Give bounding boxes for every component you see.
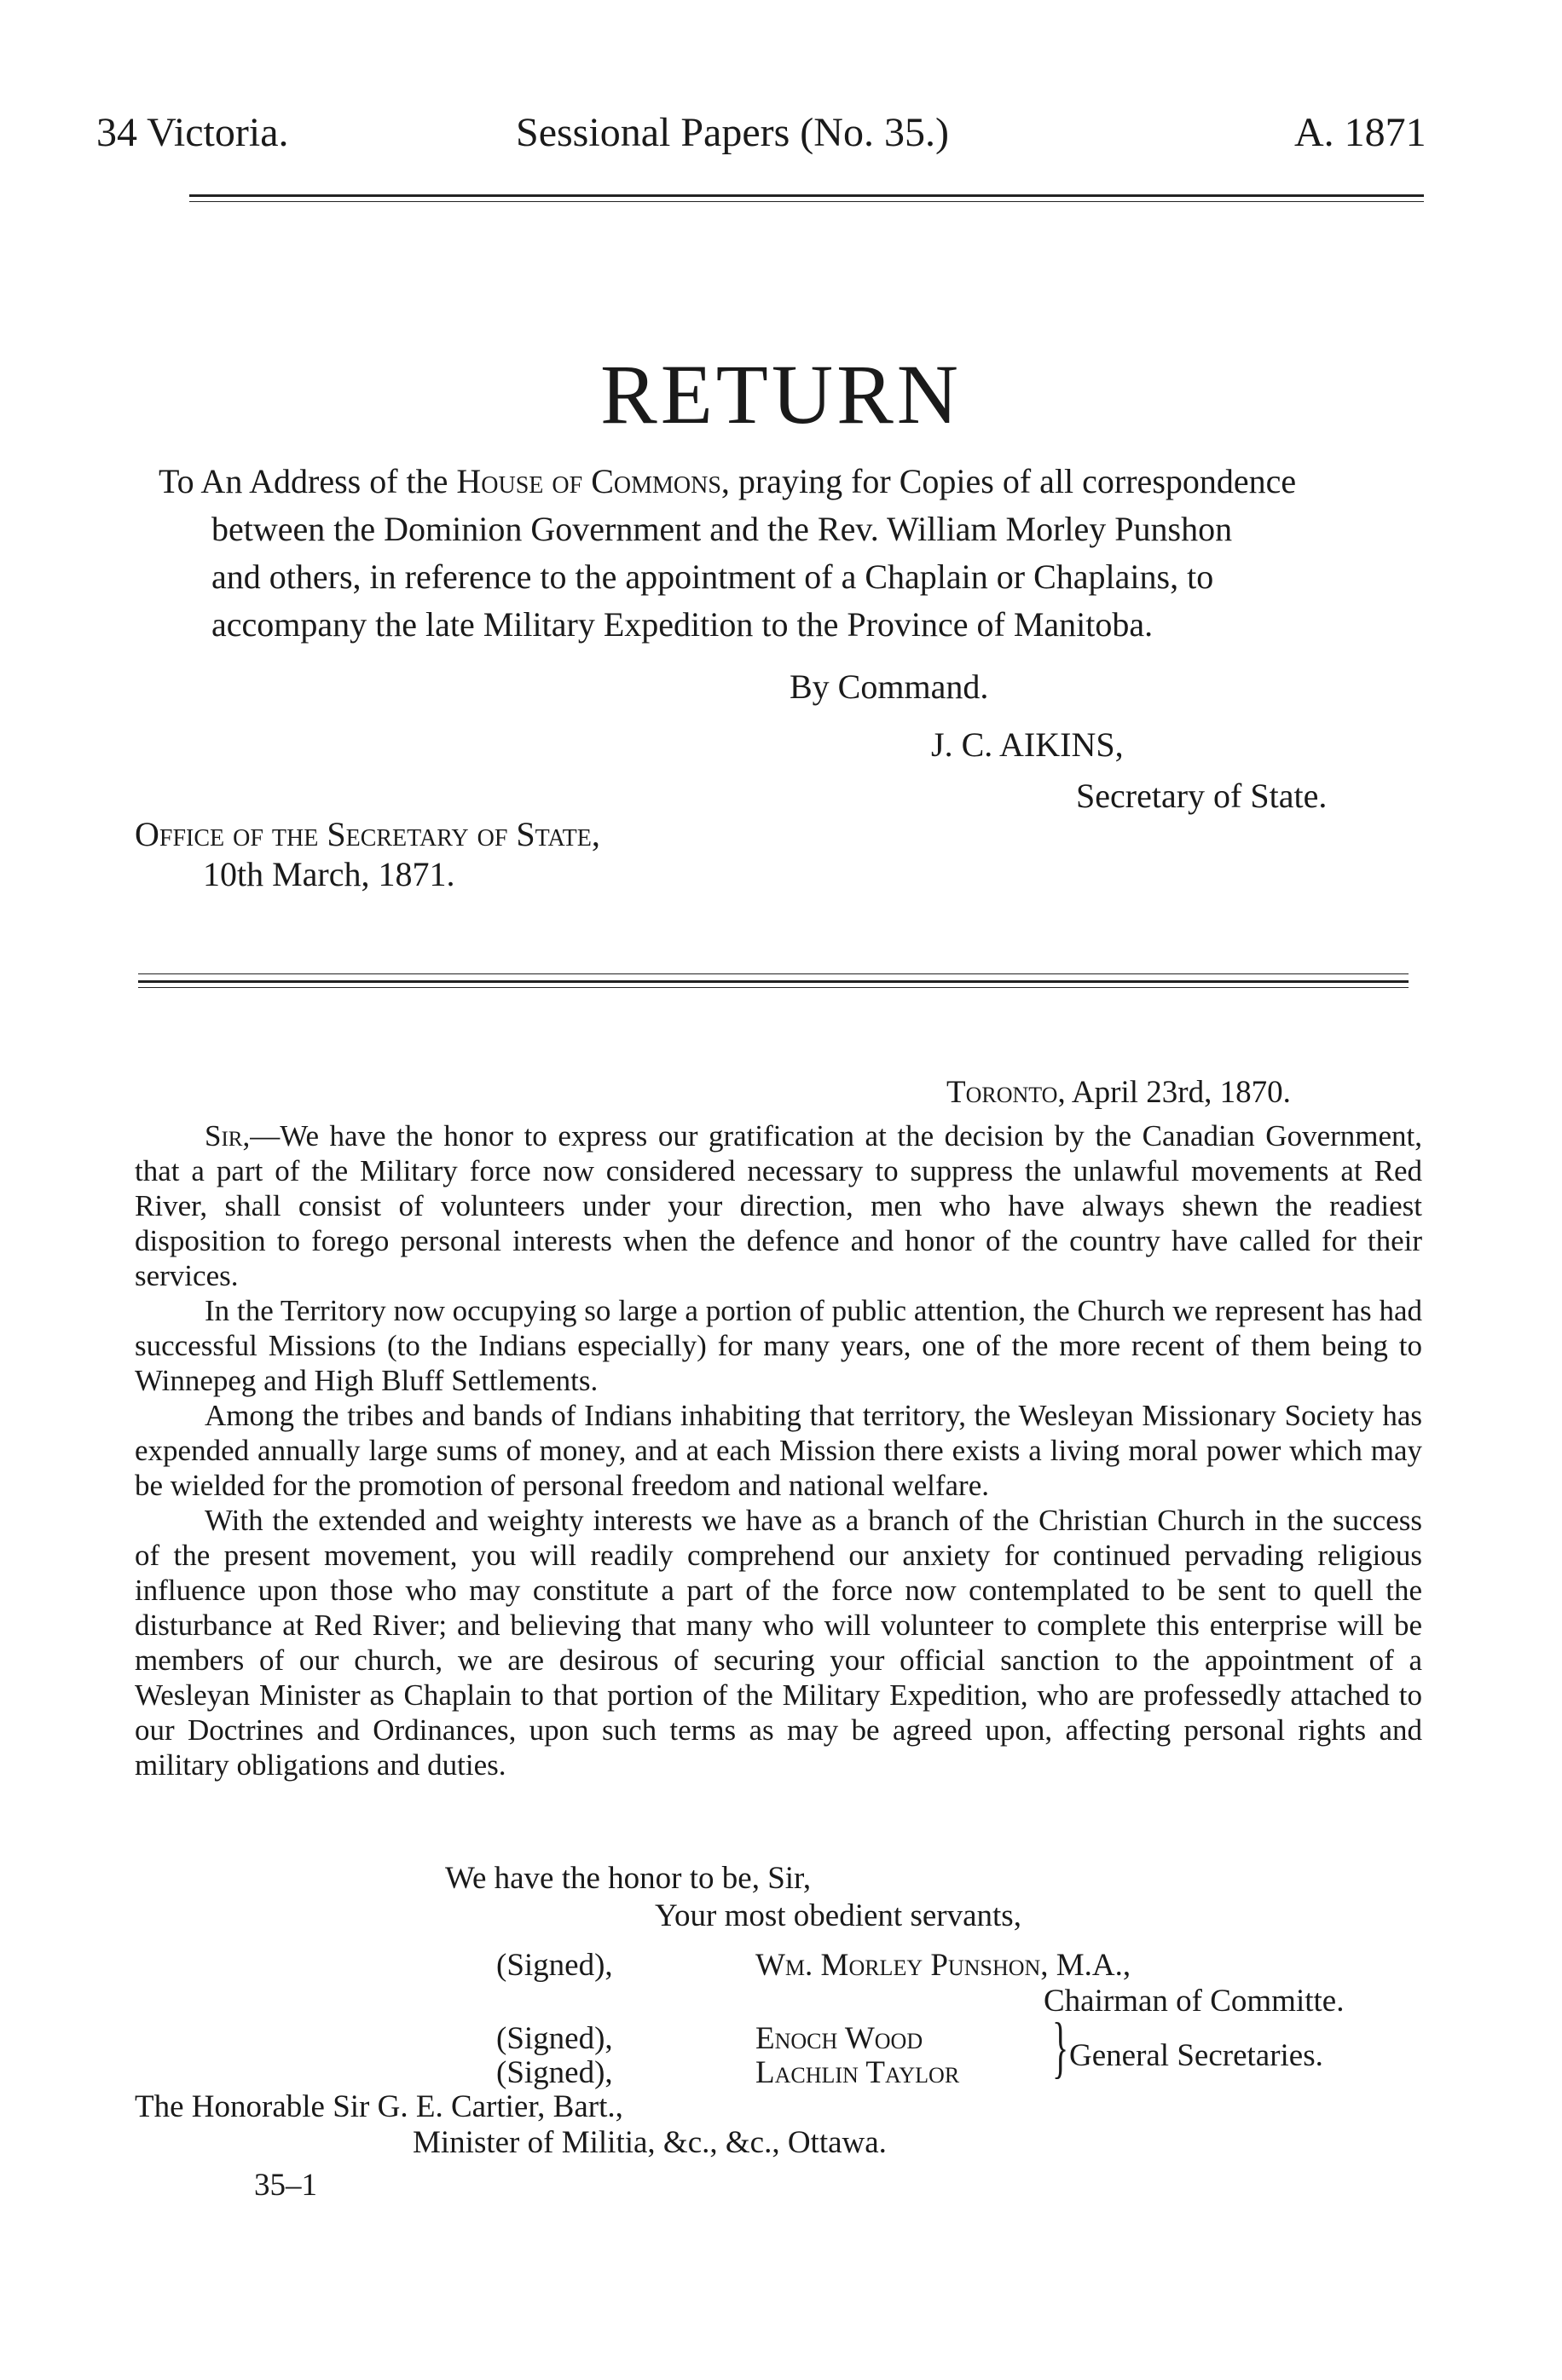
addressee-line-2: Minister of Militia, &c., &c., Ottawa.	[413, 2125, 887, 2160]
paragraph-1-text: —We have the honor to express our gratification at the decision by the Canadian Government, that a part of the Military force now considered necessary to suppress the unlawful movements at Red River, shall consist of volunteers under your direction, men who have always shewn the readiest disposition to forego personal interests when the defence and honor of the country have called for their services.	[135, 1119, 1422, 1292]
signed-label-3: (Signed),	[496, 2055, 613, 2090]
signatory-3-name: Lachlin Taylor	[755, 2055, 960, 2090]
letter-paragraph-1	[135, 1118, 1422, 1293]
address-paragraph	[159, 458, 1420, 649]
signatory-1-name: Wm. Morley Punshon	[755, 1948, 1041, 1983]
salutation: Sir,	[205, 1119, 251, 1152]
letter-body	[135, 1118, 1422, 1782]
secretary-role: Secretary of State.	[1076, 777, 1328, 815]
letter-paragraph-3: Among the tribes and bands of Indians inhabiting that territory, the Wesleyan Missionary Society has expended annually large sums of money, and at each Mission there exists a living moral power which may be wielded for the promotion of personal freedom and national welfare.	[135, 1399, 1422, 1502]
address-line-1-end: , praying for Copies of all correspondence	[720, 462, 1297, 500]
closing-line-2: Your most obedient servants,	[655, 1898, 1021, 1933]
header-sessional-papers: Sessional Papers (No. 35.)	[516, 110, 949, 155]
office-date: 10th March, 1871.	[203, 855, 455, 893]
address-line-3: and others, in reference to the appointment of a Chaplain or Chaplains, to	[211, 557, 1214, 596]
signatory-2-name: Enoch Wood	[755, 2021, 923, 2056]
header-year: A. 1871	[1294, 110, 1426, 155]
signatory-1-title: Chairman of Committe.	[1044, 1984, 1345, 2019]
secretary-name: J. C. AIKINS,	[931, 725, 1124, 764]
section-rule-thin-top	[138, 973, 1409, 974]
office-line: Office of the Secretary of State,	[135, 815, 600, 853]
letter-date: , April 23rd, 1870.	[1057, 1075, 1291, 1110]
page-title: RETURN	[600, 347, 962, 442]
address-line-4: accompany the late Military Expedition to the Province of Manitoba.	[211, 605, 1154, 644]
signatory-1-suffix: , M.A.,	[1040, 1948, 1131, 1983]
address-line-2: between the Dominion Government and the Rev. William Morley Punshon	[211, 510, 1233, 548]
addressee-line-1: The Honorable Sir G. E. Cartier, Bart.,	[135, 2089, 623, 2124]
closing-line-1: We have the honor to be, Sir,	[445, 1861, 812, 1896]
address-line-1-start: To An Address of the	[159, 462, 457, 500]
signed-label-2: (Signed),	[496, 2021, 613, 2056]
signed-label-1: (Signed),	[496, 1948, 613, 1983]
letter-paragraph-2: In the Territory now occupying so large a portion of public attention, the Church we represent has had successful Missions (to the Indians especially) for many years, one of the more recent of them being to Winnepeg and High Bluff Settlements.	[135, 1294, 1422, 1397]
brace-symbol: }	[1052, 2010, 1069, 2085]
header-rule-thick	[189, 194, 1424, 197]
signature-1	[755, 1947, 1131, 1984]
address-line-1	[159, 458, 1420, 505]
header-rule-thin	[189, 201, 1424, 202]
letter-dateline	[946, 1074, 1291, 1111]
page-reference: 35–1	[254, 2168, 317, 2203]
house-of-commons: House of Commons	[456, 462, 721, 500]
header-volume: 34 Victoria.	[96, 110, 289, 155]
letter-paragraph-4: With the extended and weighty interests we have as a branch of the Christian Church in the success of the present movement, you will readily comprehend our anxiety for continued pervading religious influence upon those who may constitute a part of the force now contemplated to be sent to quell the disturbance at Red River; and believing that many who will volunteer to complete this enterprise will be members of our church, we are desirous of securing your official sanction to the appointment of a Wesleyan Minister as Chaplain to that portion of the Military Expedition, who are professedly attached to our Doctrines and Ordinances, upon such terms as may be agreed upon, affecting personal rights and military obligations and duties.	[135, 1504, 1422, 1782]
section-rule-thin-bottom	[138, 987, 1409, 988]
general-secretaries-title: General Secretaries.	[1069, 2038, 1323, 2073]
letter-place: Toronto	[946, 1075, 1058, 1110]
by-command: By Command.	[790, 667, 989, 706]
section-rule-thick	[138, 980, 1409, 983]
